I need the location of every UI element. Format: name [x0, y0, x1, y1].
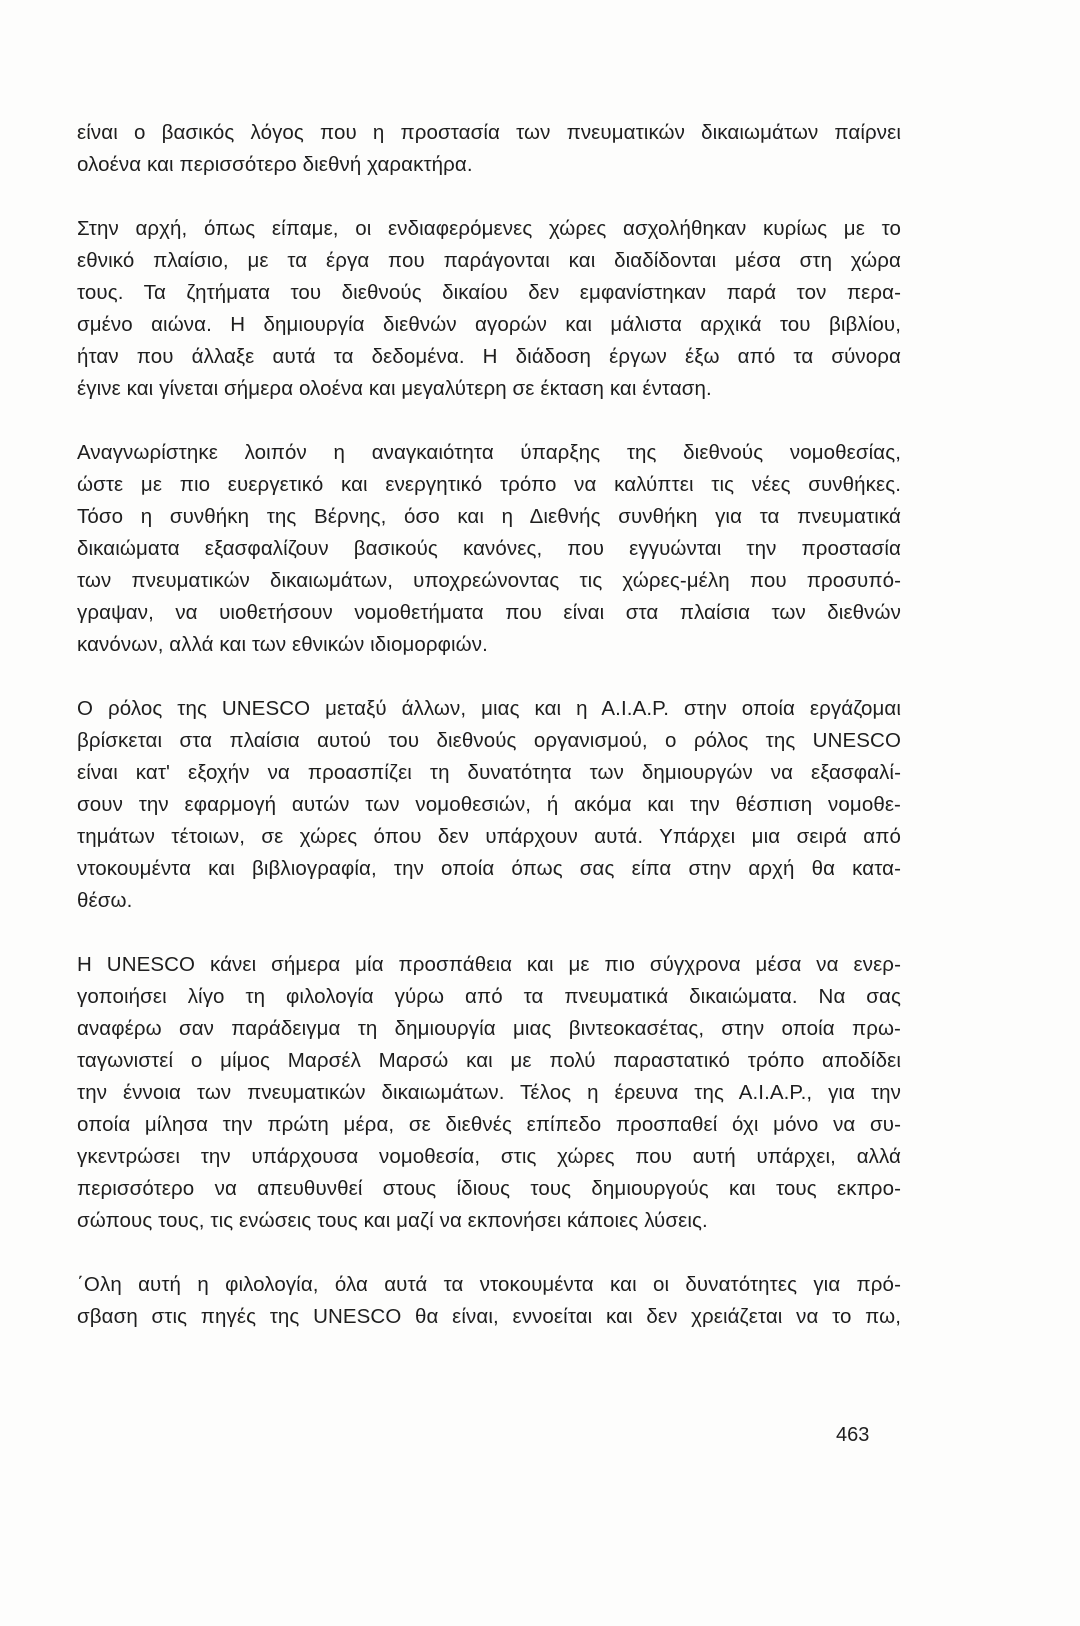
- text-line: έγινε και γίνεται σήμερα ολοένα και μεγαλύτερη σε έκταση και ένταση.: [77, 377, 712, 400]
- paragraph-2: [77, 213, 901, 405]
- text-line: ήταν που άλλαξε αυτά τα δεδομένα. Η διάδοση έργων έξω από τα σύνορα: [77, 345, 901, 368]
- text-line: αναφέρω σαν παράδειγμα τη δημιουργία μιας βιντεοκασέτας, στην οποία πρω-: [77, 1017, 901, 1040]
- text-line: γκεντρώσει την υπάρχουσα νομοθεσία, στις χώρες που αυτή υπάρχει, αλλά: [77, 1145, 901, 1168]
- paragraph-5: [77, 949, 901, 1237]
- paragraph-1: [77, 117, 901, 181]
- text-line: γοποιήσει λίγο τη φιλολογία γύρω από τα πνευματικά δικαιώματα. Να σας: [77, 985, 901, 1008]
- text-line: Ο ρόλος της UNESCO μεταξύ άλλων, μιας και η Α.Ι.Α.Ρ. στην οποία εργάζομαι: [77, 697, 901, 720]
- text-line: Στην αρχή, όπως είπαμε, οι ενδιαφερόμενες χώρες ασχολήθηκαν κυρίως με το: [77, 217, 901, 240]
- text-line: σώπους τους, τις ενώσεις τους και μαζί να εκπονήσει κάποιες λύσεις.: [77, 1209, 708, 1232]
- text-line: γραψαν, να υιοθετήσουν νομοθετήματα που είναι στα πλαίσια των διεθνών: [77, 601, 901, 624]
- text-line: τους. Τα ζητήματα του διεθνούς δικαίου δεν εμφανίστηκαν παρά τον περα-: [77, 281, 901, 304]
- text-line: ολοένα και περισσότερο διεθνή χαρακτήρα.: [77, 153, 473, 176]
- text-line: σμένο αιώνα. Η δημιουργία διεθνών αγορών και μάλιστα αρχικά του βιβλίου,: [77, 313, 901, 336]
- text-line: ώστε με πιο ευεργετικό και ενεργητικό τρόπο να καλύπτει τις νέες συνθήκες.: [77, 473, 901, 496]
- text-line: Η UNESCO κάνει σήμερα μία προσπάθεια και με πιο σύγχρονα μέσα να ενερ-: [77, 953, 901, 976]
- text-line: σβαση στις πηγές της UNESCO θα είναι, εννοείται και δεν χρειάζεται να το πω,: [77, 1305, 901, 1328]
- text-line: Αναγνωρίστηκε λοιπόν η αναγκαιότητα ύπαρξης της διεθνούς νομοθεσίας,: [77, 441, 901, 464]
- text-line: δικαιώματα εξασφαλίζουν βασικούς κανόνες, που εγγυώνται την προστασία: [77, 537, 901, 560]
- text-line: είναι ο βασικός λόγος που η προστασία των πνευματικών δικαιωμάτων παίρνει: [77, 121, 901, 144]
- text-line: ταγωνιστεί ο μίμος Μαρσέλ Μαρσώ και με πολύ παραστατικό τρόπο αποδίδει: [77, 1049, 901, 1072]
- text-line: των πνευματικών δικαιωμάτων, υποχρεώνοντας τις χώρες-μέλη που προσυπό-: [77, 569, 901, 592]
- paragraph-6: [77, 1269, 901, 1333]
- text-line: ΄Ολη αυτή η φιλολογία, όλα αυτά τα ντοκουμέντα και οι δυνατότητες για πρό-: [77, 1273, 901, 1296]
- paragraph-3: [77, 437, 901, 661]
- text-line: την έννοια των πνευματικών δικαιωμάτων. Τέλος η έρευνα της Α.Ι.Α.Ρ., για την: [77, 1081, 901, 1104]
- text-line: σουν την εφαρμογή αυτών των νομοθεσιών, ή ακόμα και την θέσπιση νομοθε-: [77, 793, 901, 816]
- text-line: θέσω.: [77, 889, 133, 912]
- page-number: 463: [836, 1424, 870, 1446]
- text-line: ντοκουμέντα και βιβλιογραφία, την οποία όπως σας είπα στην αρχή θα κατα-: [77, 857, 901, 880]
- text-line: Τόσο η συνθήκη της Βέρνης, όσο και η Διεθνής συνθήκη για τα πνευματικά: [77, 505, 901, 528]
- text-line: κανόνων, αλλά και των εθνικών ιδιομορφιών.: [77, 633, 488, 656]
- text-line: τημάτων τέτοιων, σε χώρες όπου δεν υπάρχουν αυτά. Υπάρχει μια σειρά από: [77, 825, 901, 848]
- text-line: είναι κατ' εξοχήν να προασπίζει τη δυνατότητα των δημιουργών να εξασφαλί-: [77, 761, 901, 784]
- text-line: οποία μίλησα την πρώτη μέρα, σε διεθνές επίπεδο προσπαθεί όχι μόνο να συ-: [77, 1113, 901, 1136]
- body-text: [77, 117, 901, 1365]
- text-line: βρίσκεται στα πλαίσια αυτού του διεθνούς οργανισμού, ο ρόλος της UNESCO: [77, 729, 901, 752]
- text-line: περισσότερο να απευθυνθεί στους ίδιους τους δημιουργούς και τους εκπρο-: [77, 1177, 901, 1200]
- text-line: εθνικό πλαίσιο, με τα έργα που παράγονται και διαδίδονται μέσα στη χώρα: [77, 249, 901, 272]
- paragraph-4: [77, 693, 901, 917]
